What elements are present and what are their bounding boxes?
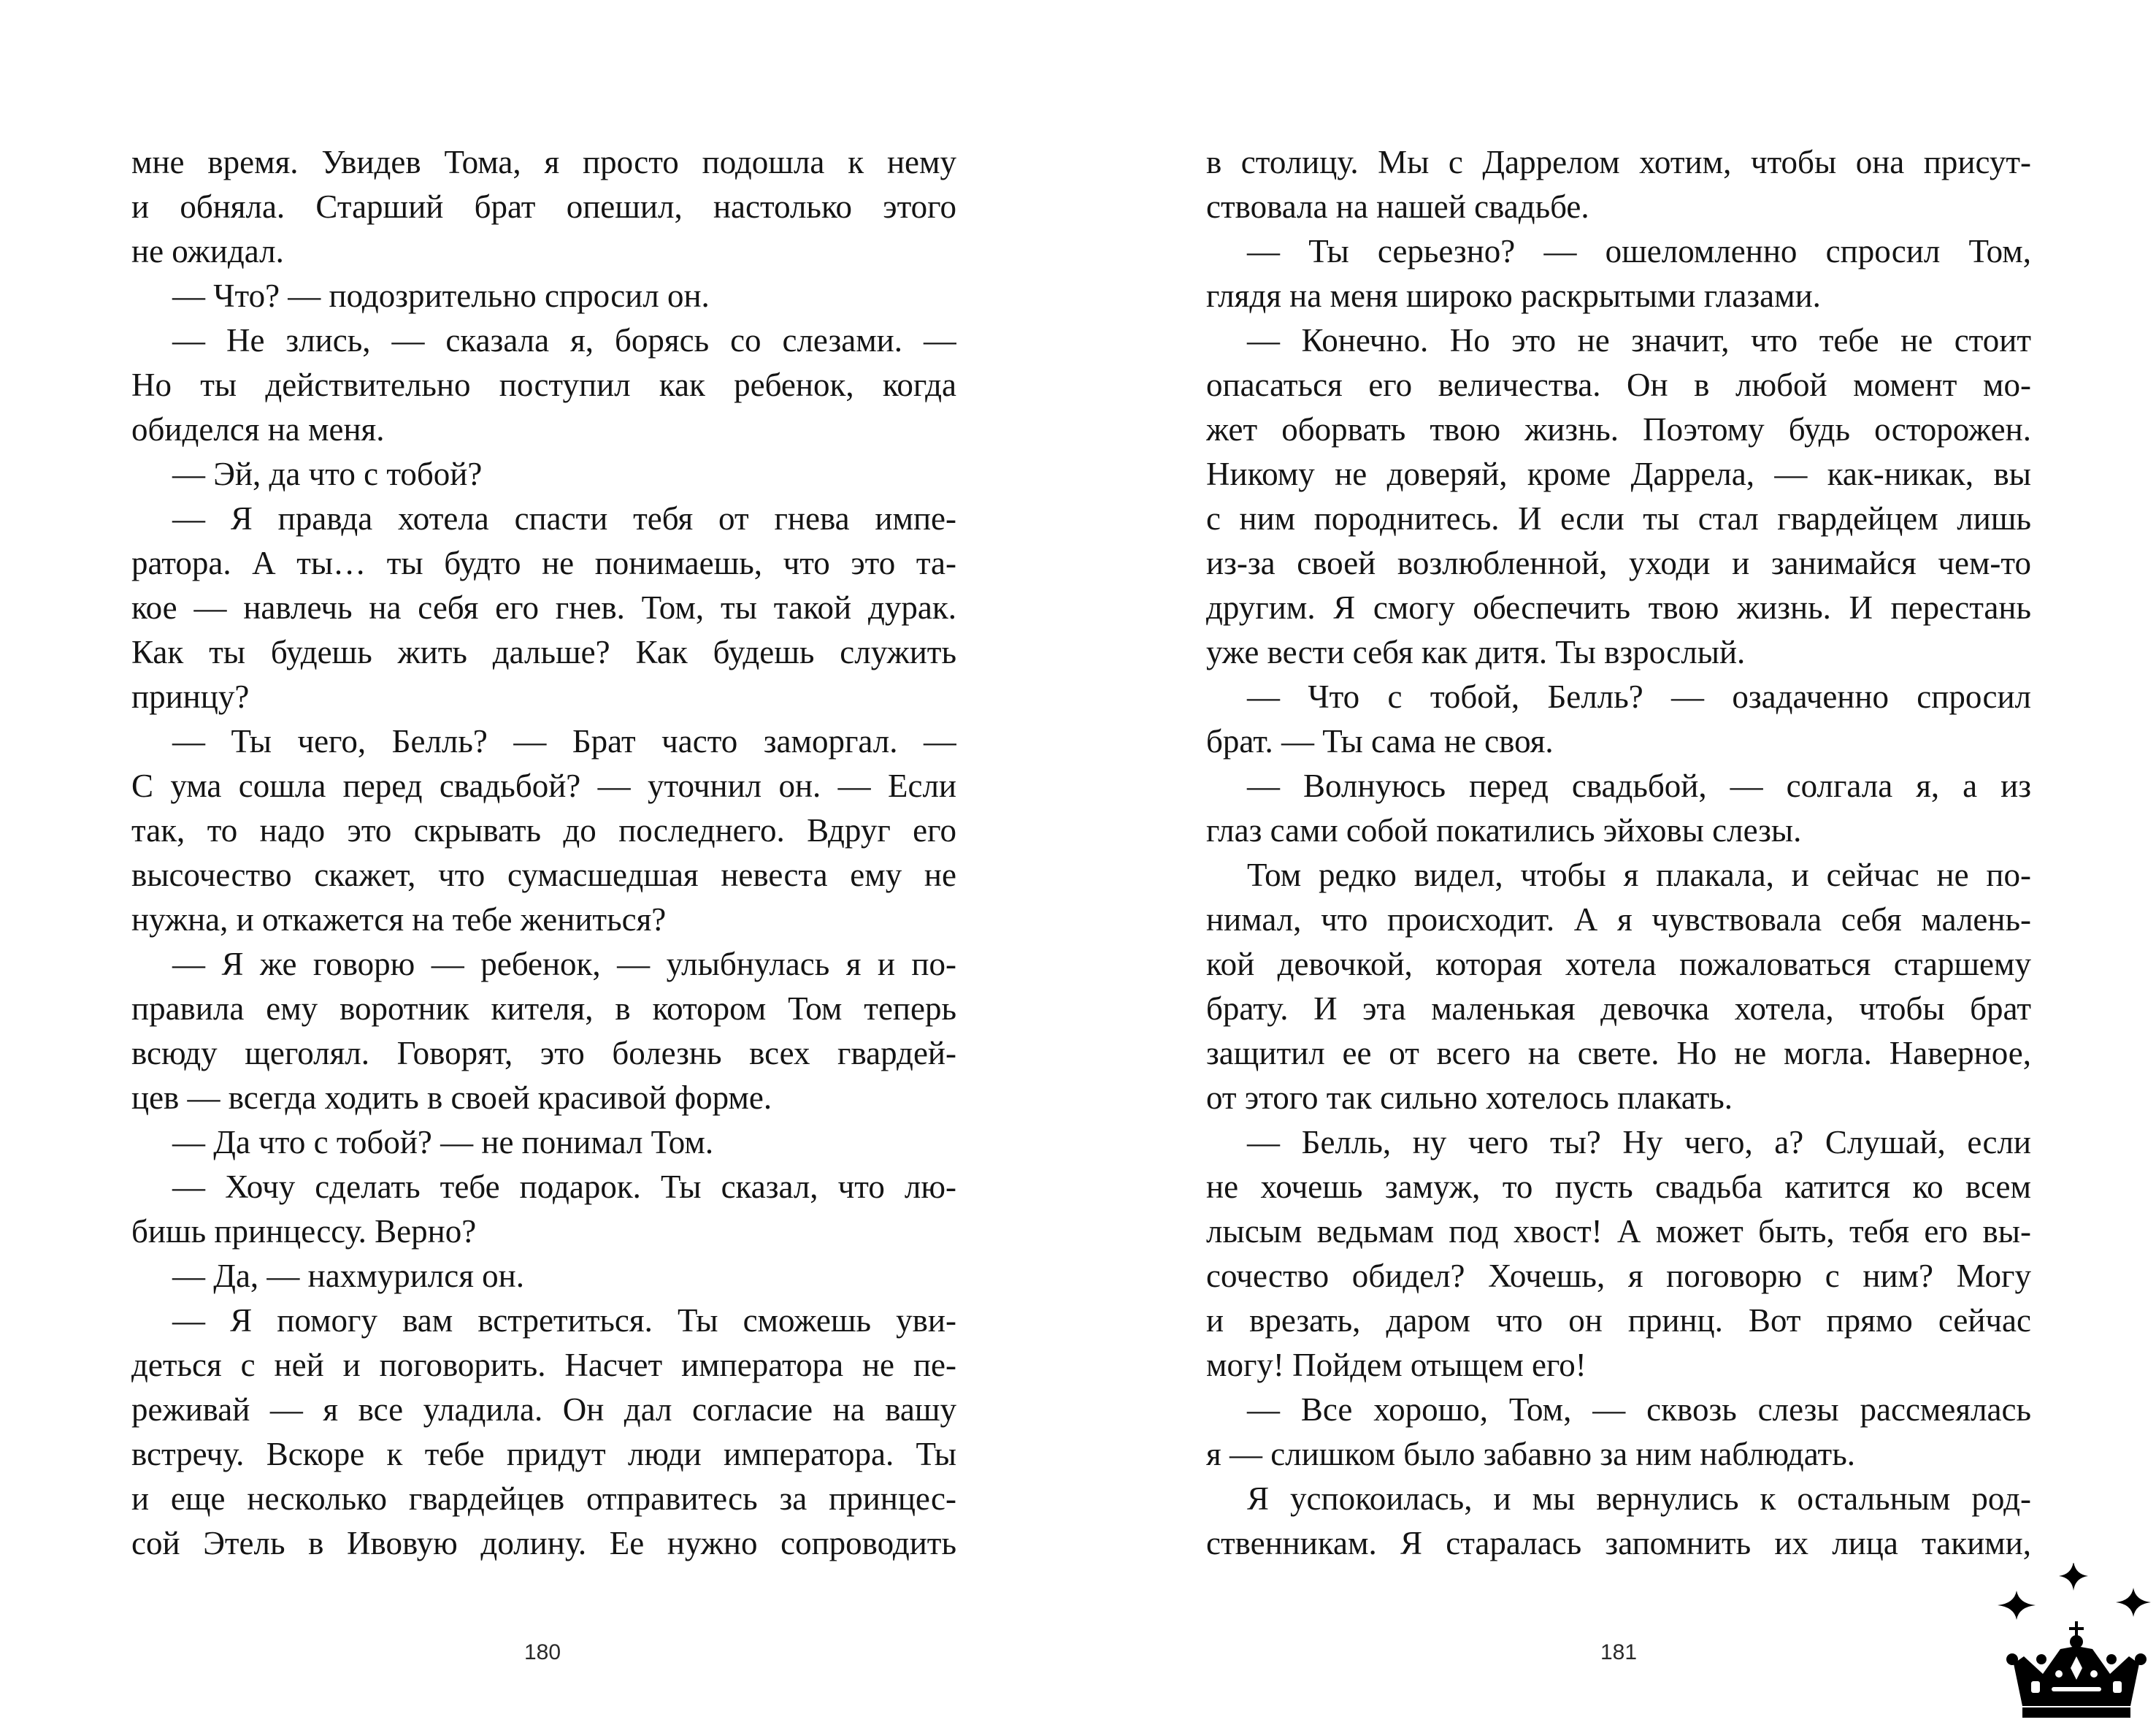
text-line: Я успокоилась, и мы вернулись к остальным род- <box>1247 1480 2031 1517</box>
text-line: лысым ведьмам под хвост! А может быть, тебя его вы- <box>1206 1213 2031 1250</box>
text-line: так, то надо это скрывать до последнего. Вдруг его <box>131 812 956 849</box>
text-line: — Не злись, — сказала я, борясь со слезами. — <box>172 322 956 359</box>
text-line: — Я помогу вам встретиться. Ты сможешь уви- <box>172 1302 956 1339</box>
text-line: всюду щеголял. Говорят, это болезнь всех гвардей- <box>131 1035 956 1071</box>
text-line: сой Этель в Ивовую долину. Ее нужно сопроводить <box>131 1525 956 1561</box>
text-line: реживай — я все уладила. Он дал согласие на вашу <box>131 1391 956 1428</box>
text-line: опасаться его величества. Он в любой момент мо- <box>1206 367 2031 403</box>
text-line: глаз сами собой покатились эйховы слезы. <box>1206 812 1802 849</box>
right-page <box>1078 0 2156 1725</box>
text-line: Как ты будешь жить дальше? Как будешь служить <box>131 634 956 670</box>
text-line: от этого так сильно хотелось плакать. <box>1206 1079 1733 1116</box>
text-line: встречу. Вскоре к тебе придут люди императора. Ты <box>131 1436 956 1472</box>
text-line: — Да что с тобой? — не понимал Том. <box>172 1124 714 1160</box>
text-line: глядя на меня широко раскрытыми глазами. <box>1206 278 1821 314</box>
text-line: Никому не доверяй, кроме Даррела, — как-никак, вы <box>1206 456 2031 492</box>
text-line: и еще несколько гвардейцев отправитесь за принцес- <box>131 1480 956 1517</box>
text-line: — Эй, да что с тобой? <box>172 456 483 492</box>
text-line: — Конечно. Но это не значит, что тебе не стоит <box>1247 322 2031 359</box>
text-line: — Белль, ну чего ты? Ну чего, а? Слушай, если <box>1247 1124 2031 1160</box>
text-line: и обняла. Старший брат опешил, настолько этого <box>131 188 956 225</box>
text-line: могу! Пойдем отыщем его! <box>1206 1347 1587 1383</box>
text-line: не ожидал. <box>131 233 284 269</box>
crown-with-stars-icon <box>1979 1563 2156 1725</box>
text-line: с ним породнитесь. И если ты стал гвардейцем лишь <box>1206 500 2031 537</box>
text-line: — Что с тобой, Белль? — озадаченно спросил <box>1247 678 2031 715</box>
text-line: мне время. Увидев Тома, я просто подошла к нему <box>131 144 956 180</box>
text-line: обиделся на меня. <box>131 411 385 448</box>
left-page-text <box>131 140 956 1566</box>
text-line: защитил ее от всего на свете. Но не могла. Наверное, <box>1206 1035 2031 1071</box>
text-line: ратора. А ты… ты будто не понимаешь, что это та- <box>131 545 956 581</box>
text-line: — Да, — нахмурился он. <box>172 1258 524 1294</box>
text-line: принцу? <box>131 678 250 715</box>
text-line: правила ему воротник кителя, в котором Том теперь <box>131 990 956 1027</box>
text-line: С ума сошла перед свадьбой? — уточнил он. — Если <box>131 768 956 804</box>
text-line: в столицу. Мы с Даррелом хотим, чтобы она присут- <box>1206 144 2031 180</box>
page-number-left: 180 <box>523 1640 561 1664</box>
text-line: не хочешь замуж, то пусть свадьба катится ко всем <box>1206 1169 2031 1205</box>
text-line: жет оборвать твою жизнь. Поэтому будь осторожен. <box>1206 411 2031 448</box>
text-line: ствовала на нашей свадьбе. <box>1206 188 1589 225</box>
text-line: кой девочкой, которая хотела пожаловаться старшему <box>1206 946 2031 982</box>
text-line: высочество скажет, что сумасшедшая невеста ему не <box>131 857 956 893</box>
text-line: — Все хорошо, Том, — сквозь слезы рассмеялась <box>1247 1391 2031 1428</box>
text-line: я — слишком было забавно за ним наблюдать. <box>1206 1436 1855 1472</box>
text-line: — Я правда хотела спасти тебя от гнева импе- <box>172 500 956 537</box>
text-line: бишь принцессу. Верно? <box>131 1213 477 1250</box>
page-number-right: 181 <box>1600 1640 1638 1664</box>
text-line: брату. И эта маленькая девочка хотела, чтобы брат <box>1206 990 2031 1027</box>
text-line: цев — всегда ходить в своей красивой форме. <box>131 1079 772 1116</box>
text-line: ственникам. Я старалась запомнить их лица такими, <box>1206 1525 2031 1561</box>
right-page-text <box>1206 140 2031 1566</box>
text-line: — Ты серьезно? — ошеломленно спросил Том, <box>1247 233 2031 269</box>
text-line: — Хочу сделать тебе подарок. Ты сказал, что лю- <box>172 1169 956 1205</box>
text-line: — Я же говорю — ребенок, — улыбнулась я и по- <box>172 946 956 982</box>
text-line: деться с ней и поговорить. Насчет императора не пе- <box>131 1347 956 1383</box>
text-line: другим. Я смогу обеспечить твою жизнь. И перестань <box>1206 589 2031 626</box>
text-line: и врезать, даром что он принц. Вот прямо сейчас <box>1206 1302 2031 1339</box>
text-line: брат. — Ты сама не своя. <box>1206 723 1554 760</box>
text-line: — Волнуюсь перед свадьбой, — солгала я, а из <box>1247 768 2031 804</box>
text-line: Том редко видел, чтобы я плакала, и сейчас не по- <box>1247 857 2031 893</box>
text-line: — Что? — подозрительно спросил он. <box>172 278 710 314</box>
text-line: уже вести себя как дитя. Ты взрослый. <box>1206 634 1746 670</box>
text-line: сочество обидел? Хочешь, я поговорю с ним? Могу <box>1206 1258 2031 1294</box>
text-line: нужна, и откажется на тебе жениться? <box>131 901 667 938</box>
text-line: — Ты чего, Белль? — Брат часто заморгал. — <box>172 723 956 760</box>
text-line: из-за своей возлюбленной, уходи и занимайся чем-то <box>1206 545 2031 581</box>
text-line: кое — навлечь на себя его гнев. Том, ты такой дурак. <box>131 589 956 626</box>
text-line: нимал, что происходит. А я чувствовала себя малень- <box>1206 901 2031 938</box>
text-line: Но ты действительно поступил как ребенок, когда <box>131 367 956 403</box>
